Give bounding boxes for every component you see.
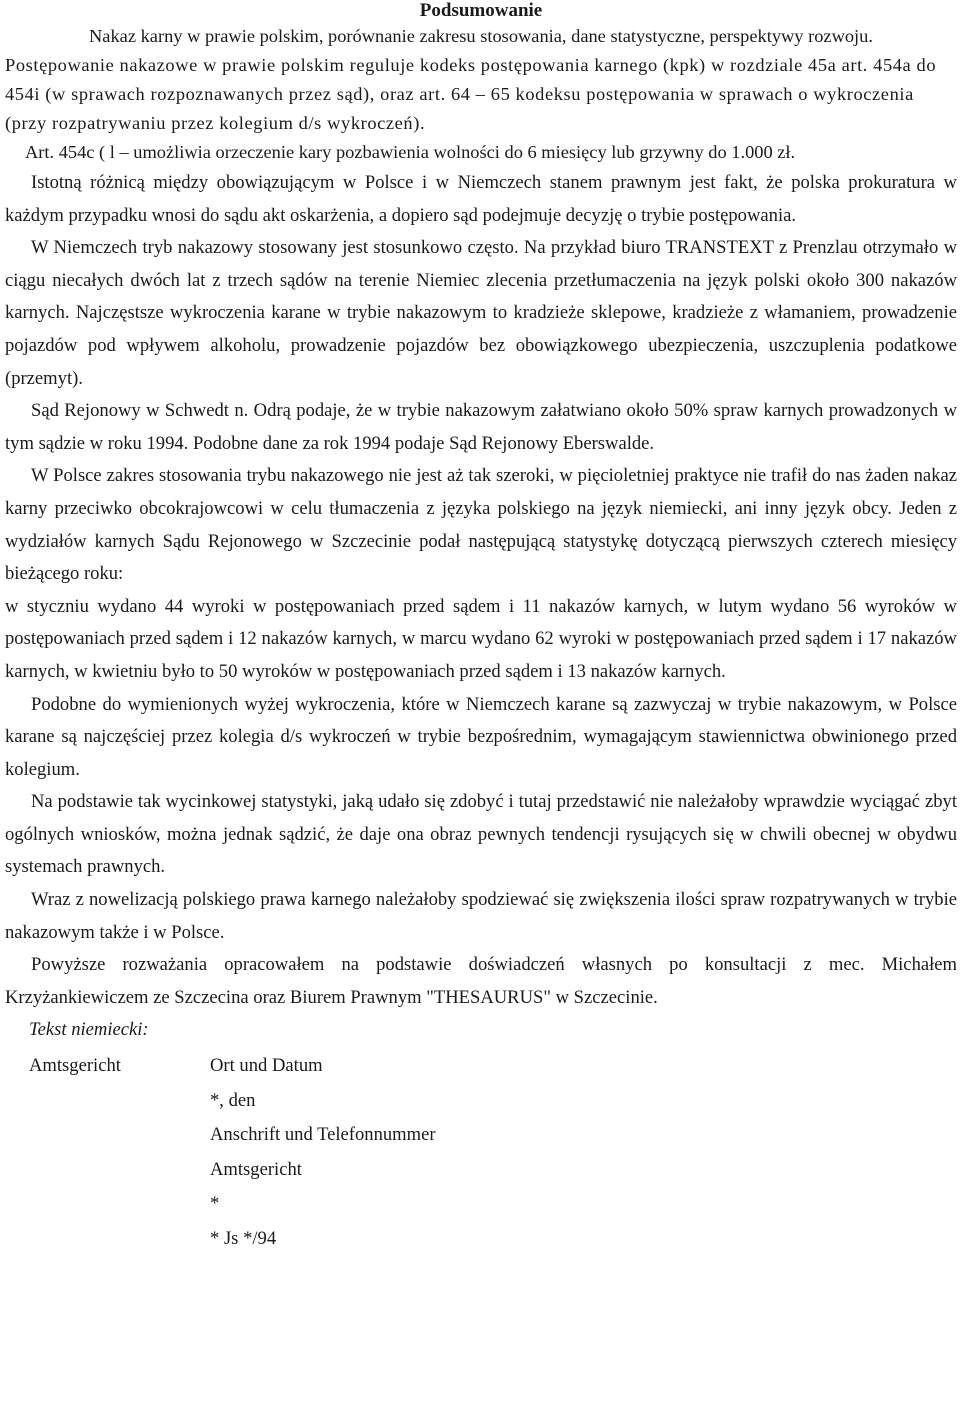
similar-offences-paragraph: Podobne do wymienionych wyżej wykroczenia, które w Niemczech karane są zazwyczaj w trybie nakazowym, w Polsce karane są najczęściej przez kolegia d/s wykroczeń w trybie bezpośrednim, wymagającym stawiennictwa obwinionego przed kolegium. — [5, 693, 957, 780]
address-phone: Anschrift und Telefonnummer — [210, 1124, 436, 1146]
summary-line: Nakaz karny w prawie polskim, porównanie zakresu stosowania, dane statystyczne, perspektywy rozwoju. — [89, 26, 873, 46]
court-right: Amtsgericht — [210, 1158, 302, 1180]
amendment-paragraph: Wraz z nowelizacją polskiego prawa karnego należałoby spodziewać się zwiększenia ilości spraw rozpatrywanych w trybie nakazowym także i w Polsce. — [5, 889, 957, 943]
place-date: Ort und Datum — [210, 1055, 323, 1077]
page-title: Podsumowanie — [419, 0, 543, 21]
form-right-column — [210, 1049, 957, 1257]
statistics-paragraph: w styczniu wydano 44 wyroki w postępowaniach przed sądem i 11 nakazów karnych, w lutym wydano 56 wyroków w postępowaniach przed sądem i 12 nakazów karnych, w marcu wydano 62 wyroki w postępowaniach przed sądem i 17 nakazów karnych, w kwietniu było to 50 wyroków w postępowaniach przed sądem i 13 nakazów karnych. — [5, 595, 957, 682]
poland-paragraph: W Polsce zakres stosowania trybu nakazowego nie jest aż tak szeroki, w pięcioletniej praktyce nie trafił do nas żaden nakaz karny przeciwko obcokrajowcowi w celu tłumaczenia z języka polskiego na język niemiecki, ani inny język obcy. Jeden z wydziałów karnych Sądu Rejonowego w Szczecinie podał następującą statystykę dotyczącą pierwszych czterech miesięcy bieżącego roku: — [5, 465, 957, 585]
court-left: Amtsgericht — [29, 1055, 121, 1077]
difference-paragraph: Istotną różnicą między obowiązującym w Polsce i w Niemczech stanem prawnym jest fakt, że polska prokuratura w każdym przypadku wnosi do sądu akt oskarżenia, a dopiero sąd podejmuje decyzję o trybie postępowania. — [5, 172, 957, 226]
asterisk-placeholder: * — [210, 1193, 220, 1215]
schwedt-paragraph: Sąd Rejonowy w Schwedt n. Odrą podaje, że w trybie nakazowym załatwiano około 50% spraw karnych prowadzonych w tym sądzie w roku 1994. Podobne dane za rok 1994 podaje Sąd Rejonowy Eberswalde. — [5, 400, 957, 454]
case-number: * Js */94 — [210, 1228, 277, 1249]
conclusion-paragraph: Na podstawie tak wycinkowej statystyki, jaką udało się zdobyć i tutaj przedstawić nie należałoby wprawdzie wyciągać zbyt ogólnych wniosków, można jednak sądzić, że daje ona obraz pewnych tendencji rysujących się w chwili obecnej w obydwu systemach prawnych. — [5, 791, 957, 878]
german-form-header — [5, 1049, 957, 1257]
date-placeholder: *, den — [210, 1089, 256, 1111]
acknowledgement-paragraph: Powyższe rozważania opracowałem na podstawie doświadczeń własnych po konsultacji z mec. Michałem Krzyżankiewiczem ze Szczecina oraz Biurem Prawnym "THESAURUS" w Szczecinie. — [5, 954, 957, 1008]
german-text-label: Tekst niemiecki: — [29, 1019, 149, 1041]
germany-paragraph: W Niemczech tryb nakazowy stosowany jest stosunkowo często. Na przykład biuro TRANSTEXT z Prenzlau otrzymało w ciągu niecałych dwóch lat z trzech sądów na terenie Niemiec zlecenia przetłumaczenia na język polski około 300 nakazów karnych. Najczęstsze wykroczenia karane w trybie nakazowym to kradzieże sklepowe, kradzieże z włamaniem, prowadzenie pojazdów pod wpływem alkoholu, prowadzenie pojazdów bez obowiązkowego ubezpieczenia, uszczuplenia podatkowe (przemyt). — [5, 237, 957, 389]
procedure-line: Postępowanie nakazowe w prawie polskim reguluje kodeks postępowania karnego (kpk) w rozdziale 45a art. 454a do 454i (w sprawach rozpoznawanych przez sąd), oraz art. 64 – 65 kodeksu postępowania w sprawach o wykroczenia (przy rozpatrywaniu przez kolegium d/s wykroczeń). — [5, 55, 937, 133]
document-page — [5, 0, 957, 1257]
article-line: Art. 454c ( l – umożliwia orzeczenie kary pozbawienia wolności do 6 miesięcy lub grzywny do 1.000 zł. — [25, 142, 796, 162]
